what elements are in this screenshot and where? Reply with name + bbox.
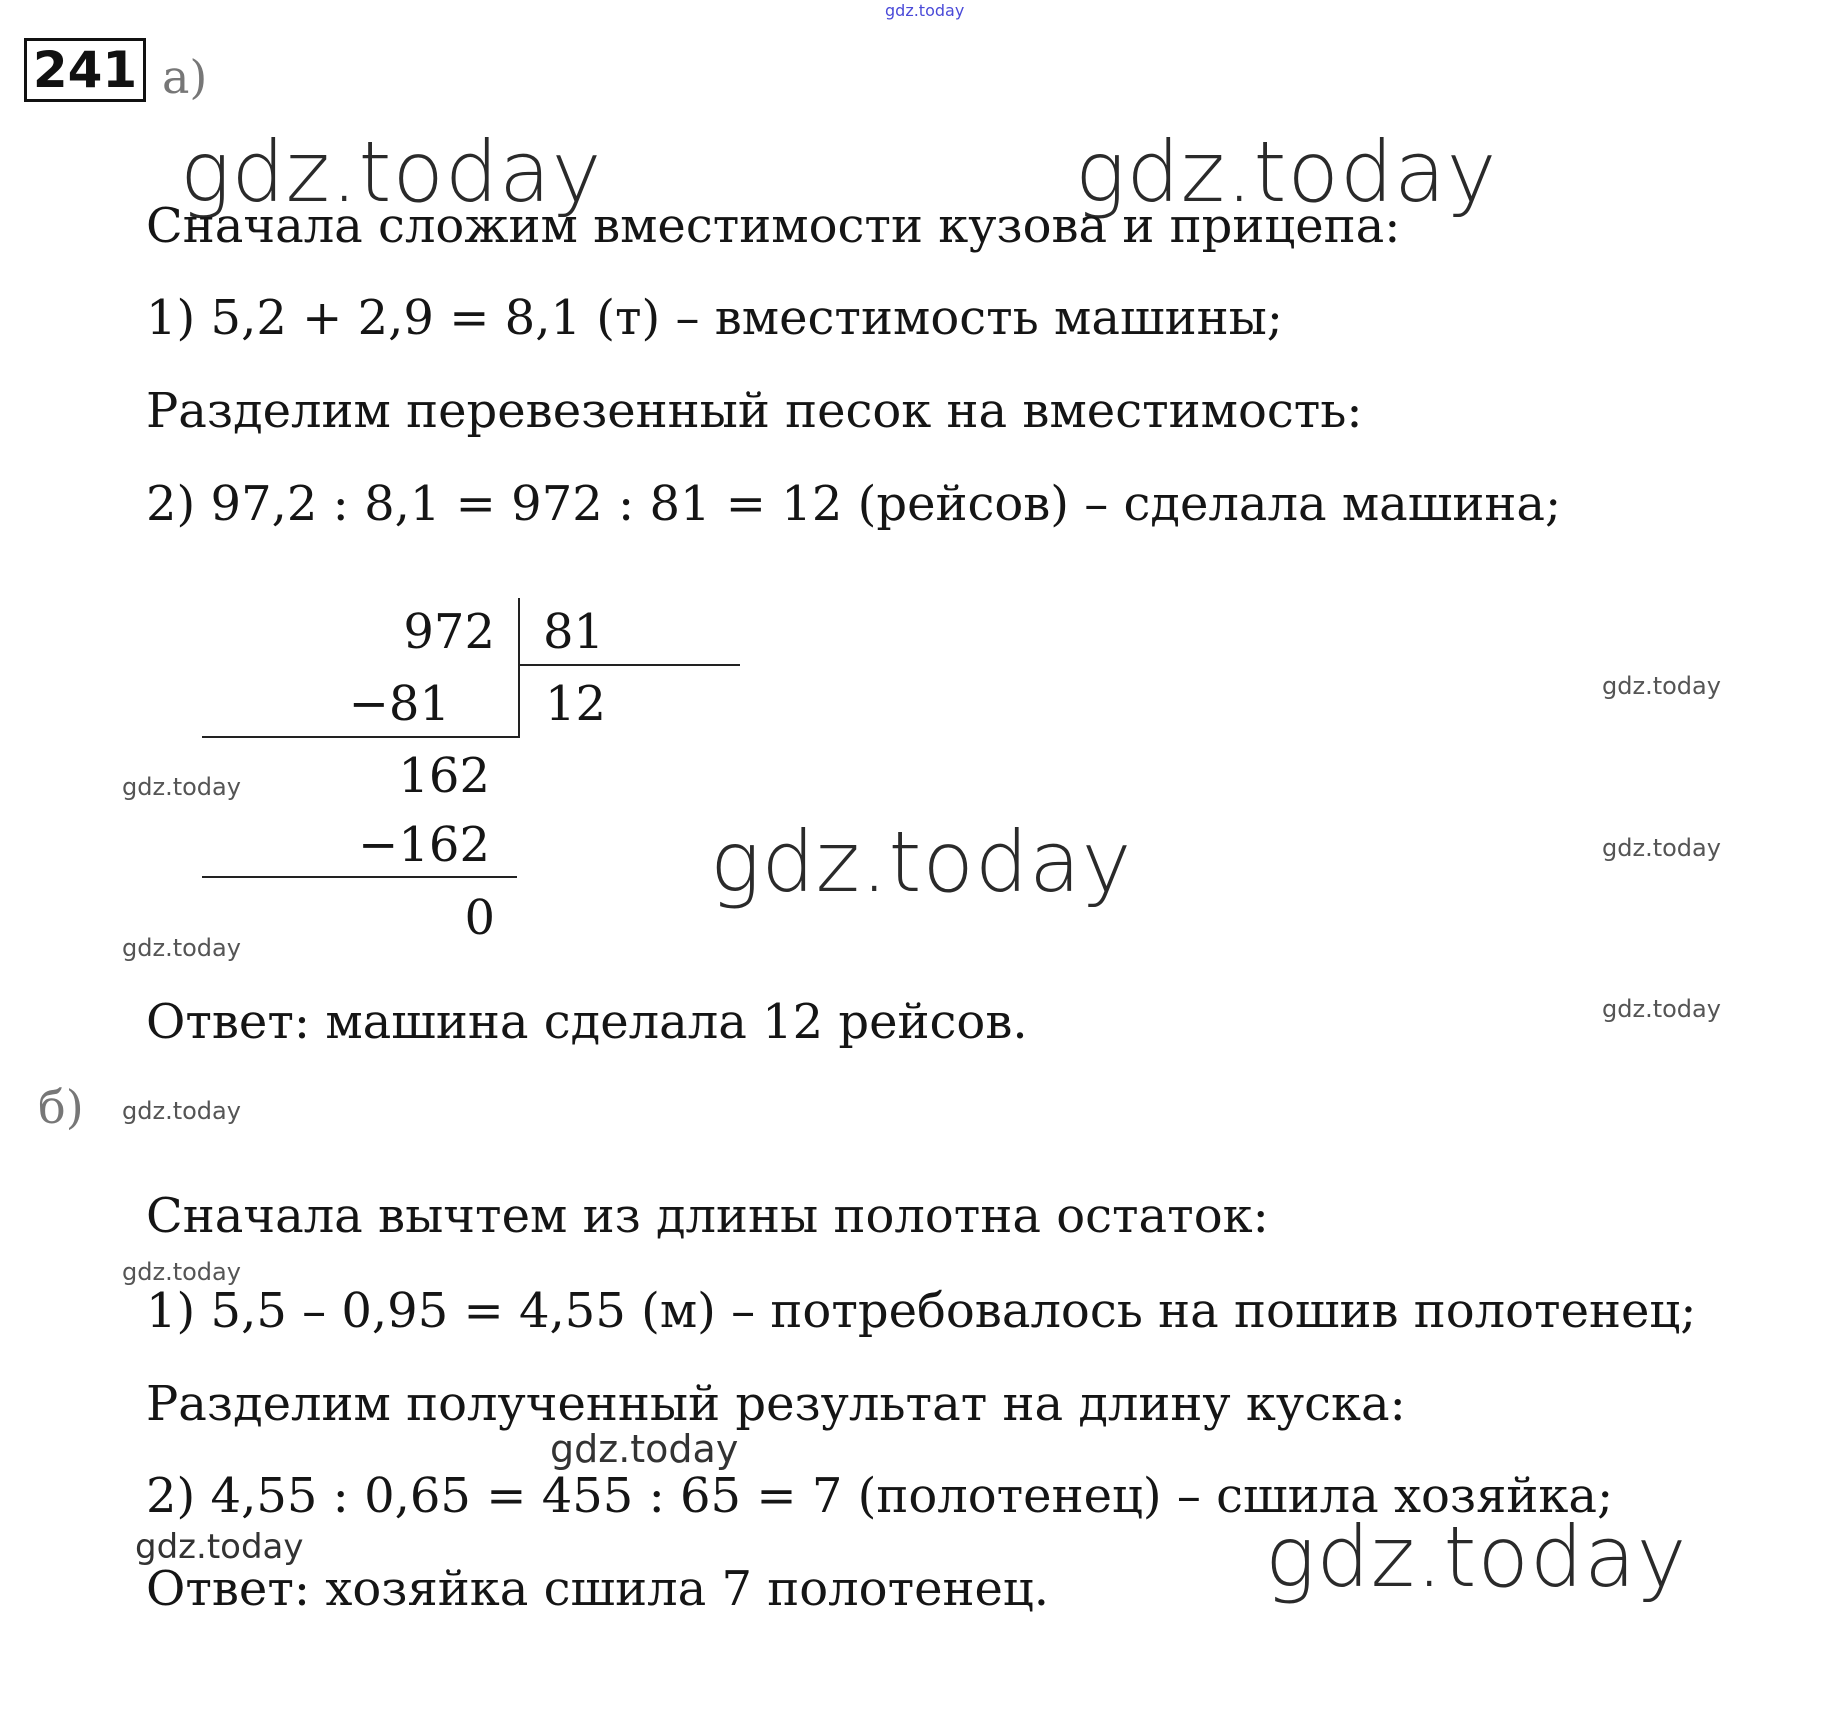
division-quotient: 12 bbox=[545, 676, 607, 732]
part-a-step2-intro: Разделим перевезенный песок на вместимость: bbox=[146, 383, 1363, 439]
division-divisor: 81 bbox=[543, 604, 605, 660]
watermark-small: gdz.today bbox=[122, 934, 241, 962]
task-number: 241 bbox=[24, 38, 146, 102]
part-b-step2: 2) 4,55 : 0,65 = 455 : 65 = 7 (полотенец) – сшила хозяйка; bbox=[146, 1468, 1614, 1524]
division-divisor-rule bbox=[518, 664, 740, 666]
part-a-step2: 2) 97,2 : 8,1 = 972 : 81 = 12 (рейсов) – сделала машина; bbox=[146, 476, 1562, 532]
division-remainder-2: 0 bbox=[464, 890, 495, 946]
watermark-medium: gdz.today bbox=[135, 1527, 304, 1567]
part-a-answer: Ответ: машина сделала 12 рейсов. bbox=[146, 994, 1028, 1050]
watermark-small: gdz.today bbox=[122, 1258, 241, 1286]
part-b-step2-intro: Разделим полученный результат на длину куска: bbox=[146, 1376, 1406, 1432]
division-dividend: 972 bbox=[403, 604, 495, 660]
watermark-top: gdz.today bbox=[885, 1, 965, 20]
watermark-large: gdz.today bbox=[1265, 1508, 1688, 1606]
watermark-small: gdz.today bbox=[1602, 672, 1721, 700]
part-b-step1: 1) 5,5 – 0,95 = 4,55 (м) – потребовалось на пошив полотенец; bbox=[146, 1283, 1697, 1339]
division-subtract-1: −81 bbox=[348, 676, 450, 732]
division-vertical-rule bbox=[518, 598, 520, 738]
part-b-answer: Ответ: хозяйка сшила 7 полотенец. bbox=[146, 1561, 1050, 1617]
part-a-step1: 1) 5,2 + 2,9 = 8,1 (т) – вместимость машины; bbox=[146, 290, 1283, 346]
division-rule-2 bbox=[202, 876, 517, 878]
division-subtract-2: −162 bbox=[358, 817, 490, 873]
watermark-medium: gdz.today bbox=[550, 1427, 739, 1471]
watermark-large: gdz.today bbox=[1075, 123, 1498, 221]
part-b-intro: Сначала вычтем из длины полотна остаток: bbox=[146, 1188, 1269, 1244]
watermark-large: gdz.today bbox=[180, 123, 603, 221]
part-a-label: а) bbox=[162, 50, 208, 104]
part-b-label: б) bbox=[38, 1080, 84, 1134]
watermark-small: gdz.today bbox=[1602, 834, 1721, 862]
division-remainder-1: 162 bbox=[398, 748, 490, 804]
division-rule-1 bbox=[202, 736, 520, 738]
watermark-small: gdz.today bbox=[122, 1097, 241, 1125]
watermark-large: gdz.today bbox=[710, 813, 1133, 911]
part-a-intro: Сначала сложим вместимости кузова и прицепа: bbox=[146, 198, 1401, 254]
watermark-small: gdz.today bbox=[122, 773, 241, 801]
watermark-small: gdz.today bbox=[1602, 995, 1721, 1023]
